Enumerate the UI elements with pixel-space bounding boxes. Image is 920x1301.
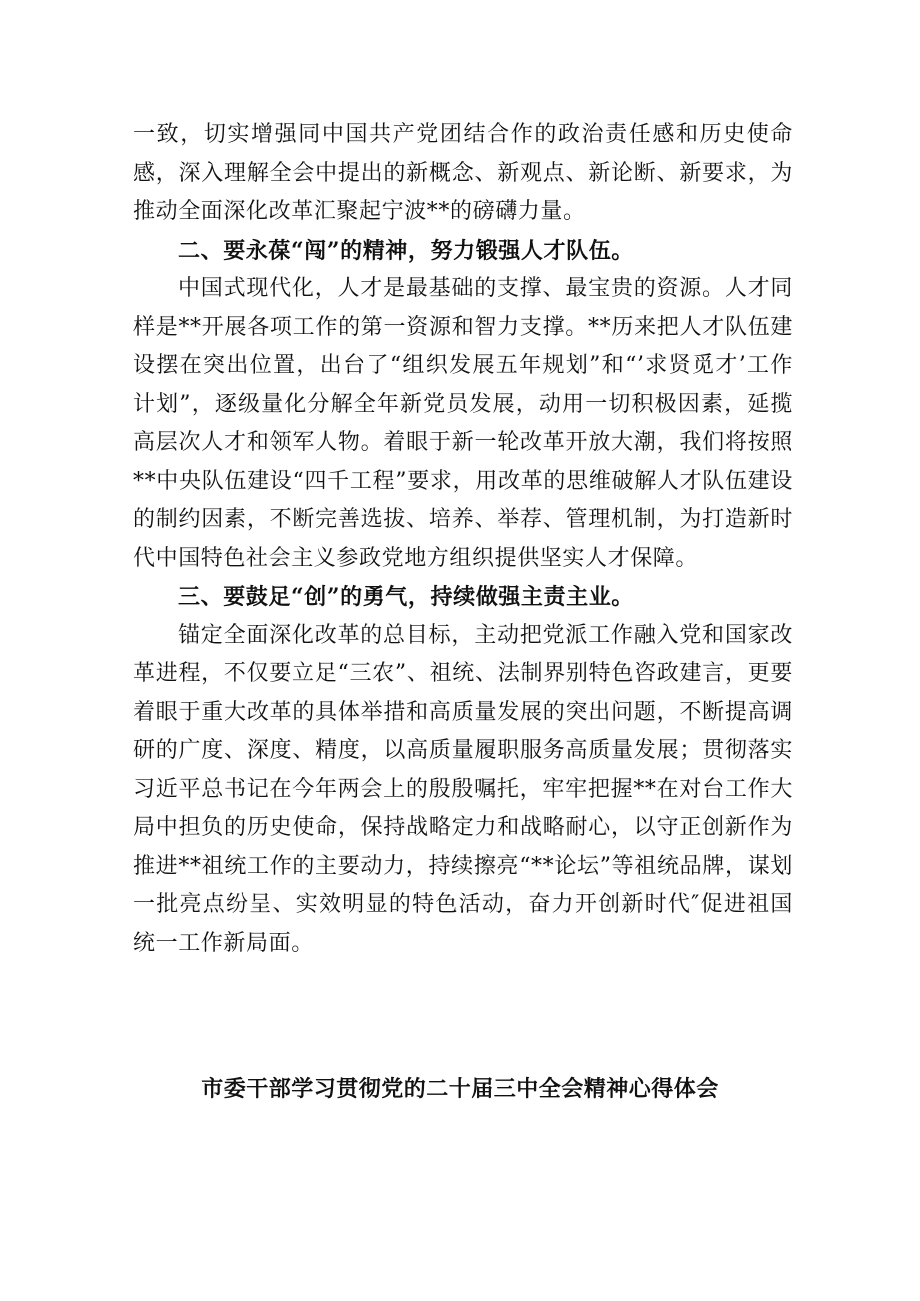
document-body: [133, 116, 793, 963]
paragraph-continuation: 一致，切实增强同中国共产党团结合作的政治责任感和历史使命感，深入理解全会中提出的新概念、新观点、新论断、新要求，为推动全面深化改革汇聚起宁波**的磅礴力量。: [133, 122, 793, 224]
section-heading-3: 三、要鼓足“创”的勇气，持续做强主责主业。: [178, 584, 634, 610]
next-document-title: 市委干部学习贯彻党的二十届三中全会精神心得体会: [201, 1076, 719, 1102]
paragraph-talent: 中国式现代化，人才是最基础的支撑、最宝贵的资源。人才同样是**开展各项工作的第一资源和智力支撑。**历来把人才队伍建设摆在突出位置，出台了“组织发展五年规划”和“’求贤觅才’工作计划”，逐级量化分解全年新党员发展，动用一切积极因素，延揽高层次人才和领军人物。着眼于新一轮改革开放大潮，我们将按照**中央队伍建设“四千工程”要求，用改革的思维破解人才队伍建设的制约因素，不断完善选拔、培养、举荐、管理机制，为打造新时代中国特色社会主义参政党地方组织提供坚实人才保障。: [133, 276, 793, 571]
paragraph-reform: 锚定全面深化改革的总目标，主动把党派工作融入党和国家改革进程，不仅要立足“三农”、祖统、法制界别特色咨政建言，更要着眼于重大改革的具体举措和高质量发展的突出问题，不断提高调研的广度、深度、精度，以高质量履职服务高质量发展；贯彻落实习近平总书记在今年两会上的殷殷嘱托，牢牢把握**在对台工作大局中担负的历史使命，保持战略定力和战略耐心，以守正创新作为推进**祖统工作的主要动力，持续擦亮“**论坛”等祖统品牌，谋划一批亮点纷呈、实效明显的特色活动，奋力开创新时代″促进祖国统一工作新局面。: [133, 622, 793, 956]
section-heading-2: 二、要永葆“闯”的精神，努力锻强人才队伍。: [178, 237, 634, 264]
